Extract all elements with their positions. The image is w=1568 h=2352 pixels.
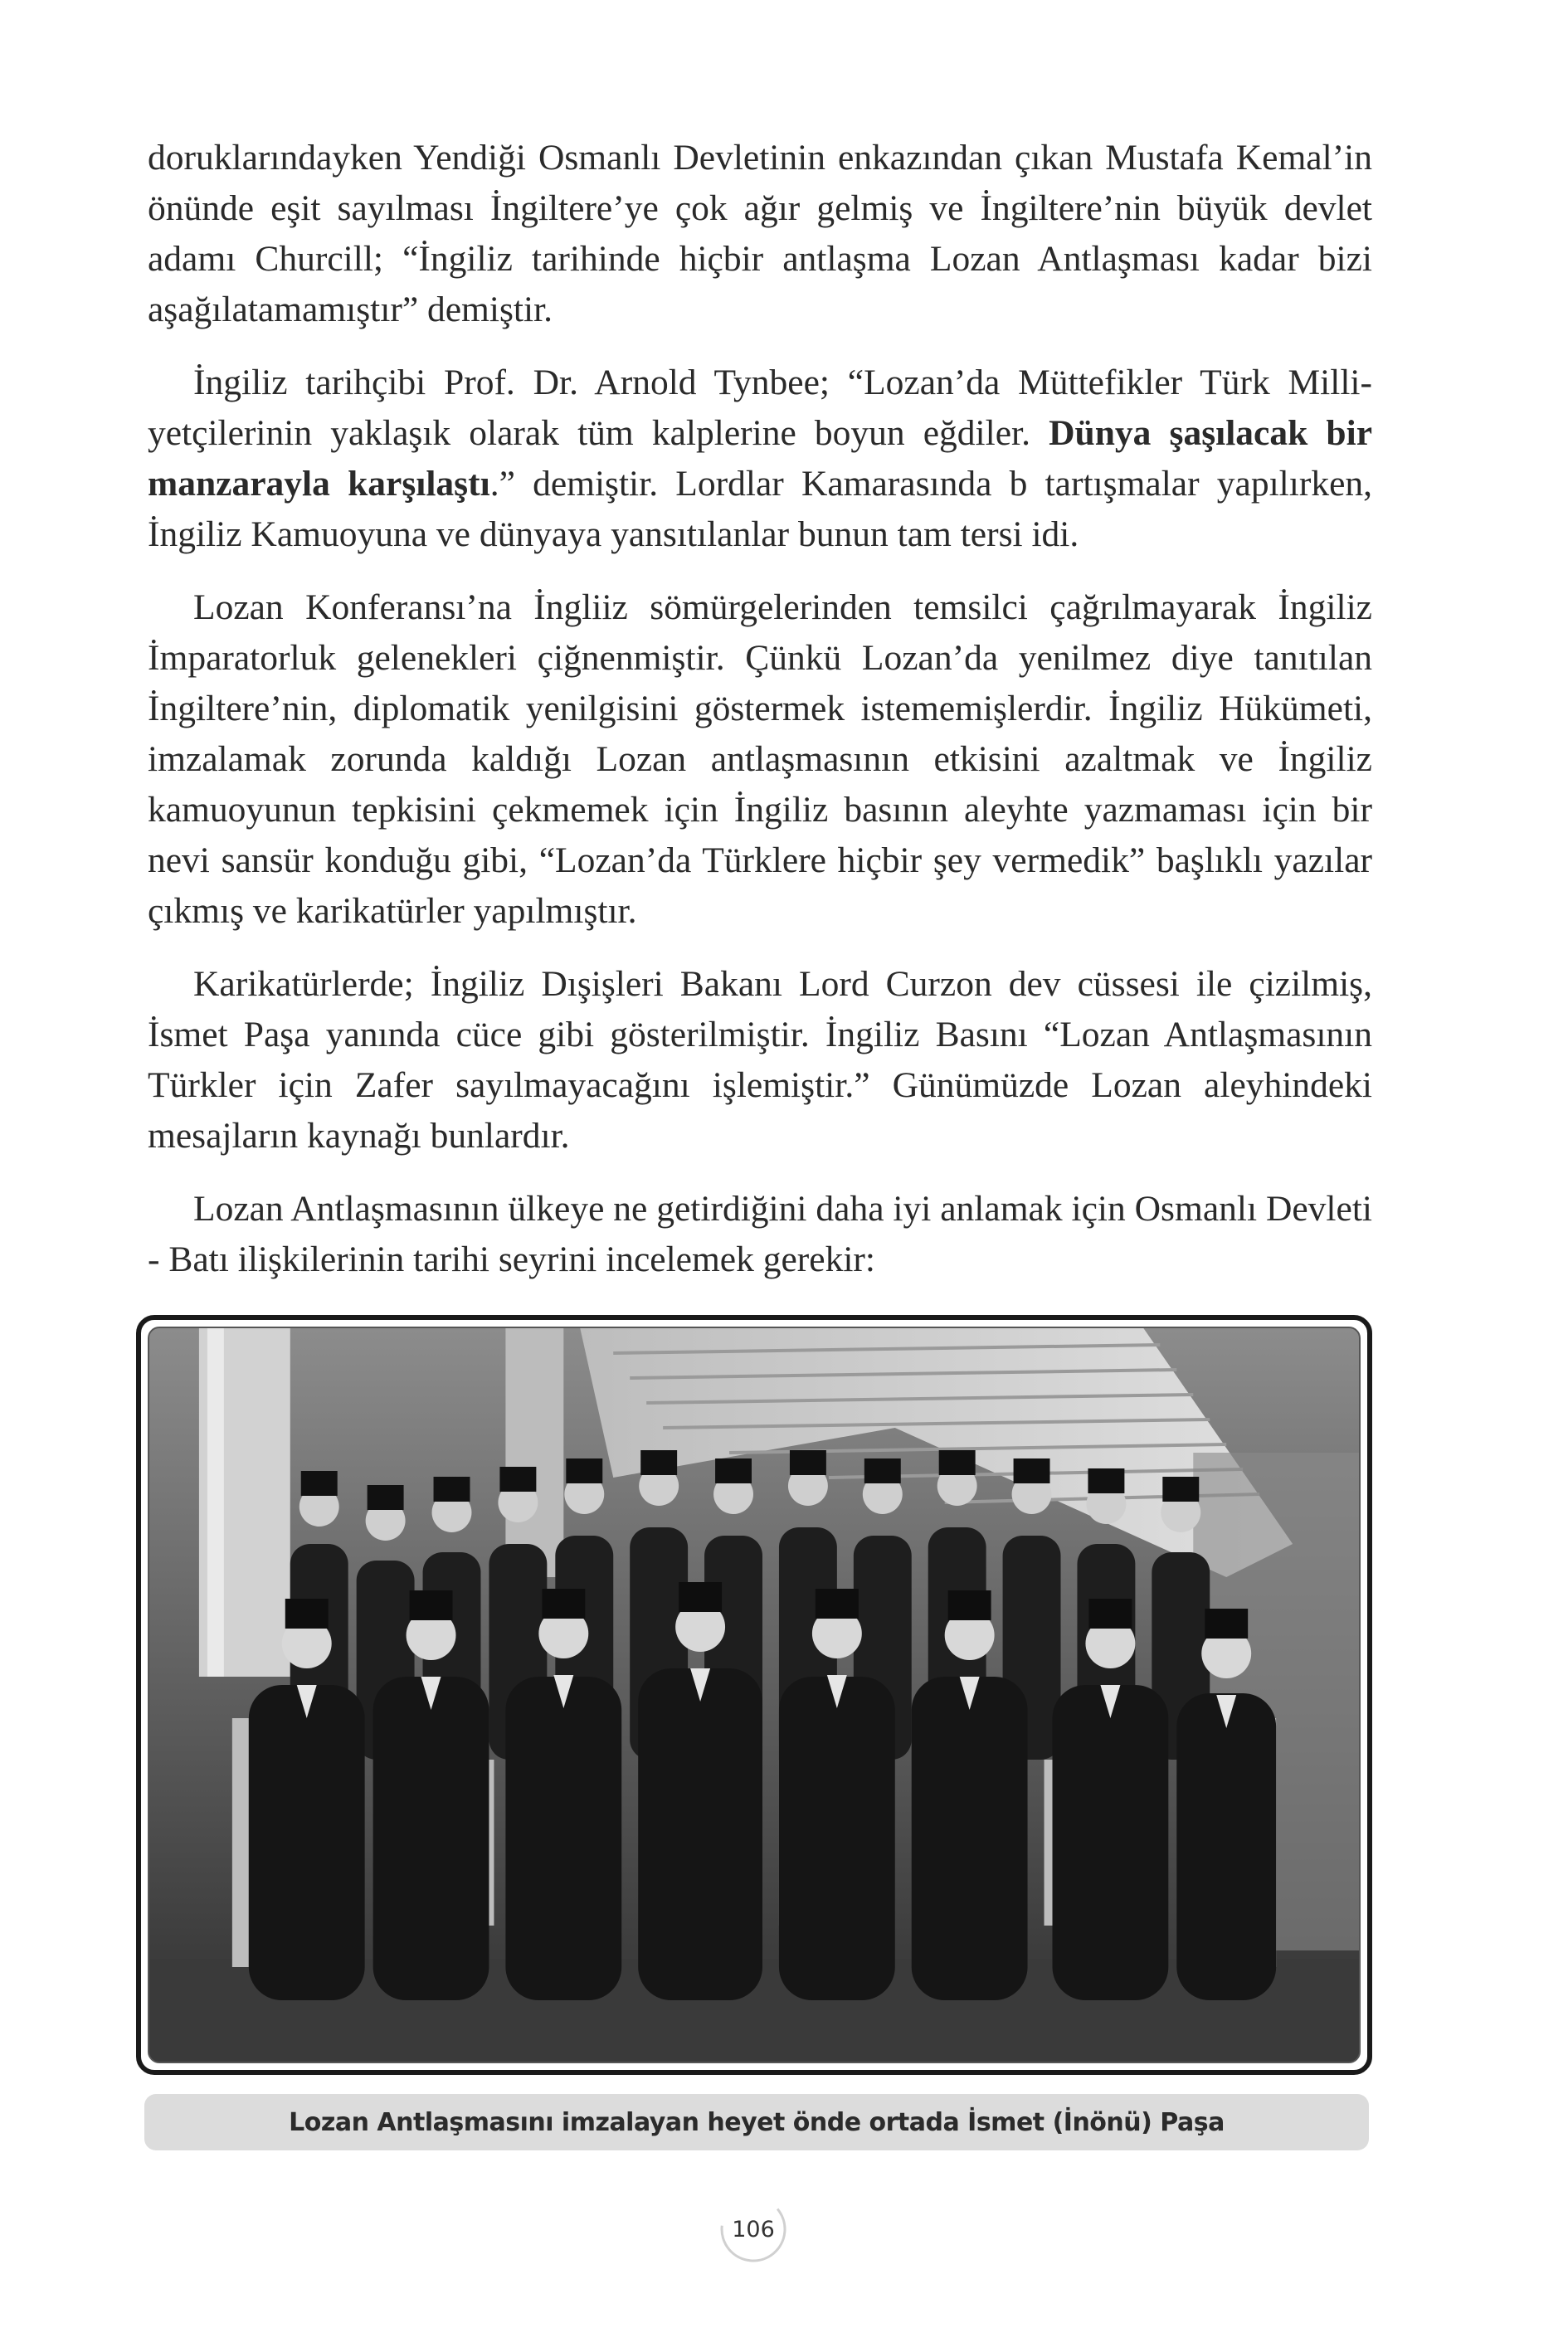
- paragraph-text: Karikatürlerde; İngiliz Dışişleri Bakanı Lord Curzon dev cüssesi ile çizilmiş, İsmet Paşa yanında cüce gibi gösterilmiştir. İngiliz Basını “Lozan Antlaşmasının Türkler için Zafer sayılmayacağını işlemiştir.” Günümüzde Lozan aleyhindeki mesajların kaynağı bunlardır.: [148, 964, 1372, 1156]
- group-photo-illustration: [149, 1328, 1359, 2062]
- paragraph-text: doruklarındayken Yendiği Osmanlı Devletinin enkazından çıkan Mustafa Kemal’in önünde eşit sayılması İngiltere’ye çok ağır gelmiş ve İngiltere’nin büyük devlet adamı Churcill; “İngiliz tarihinde hiçbir antlaşma Lozan Antlaşması kadar bizi aşağılatamamıştır” demiştir.: [148, 138, 1372, 329]
- body-text: [148, 133, 1372, 1307]
- emphasis-text: Dünya şaşılacak bir manzarayla karşılaştı: [148, 413, 1372, 504]
- delegation-photo: [148, 1327, 1361, 2063]
- paragraph-text: Lozan Antlaşmasının ülkeye ne getirdiğini daha iyi anlamak için Osmanlı Devleti - Batı ilişkilerinin tarihi seyrini incelemek gerekir:: [148, 1189, 1372, 1279]
- paragraph: [148, 133, 1372, 335]
- figure-caption: Lozan Antlaşmasını imzalayan heyet önde ortada İsmet (İnönü) Paşa: [144, 2094, 1369, 2150]
- page-number: 106: [732, 2216, 775, 2242]
- paragraph-text: Lozan Konferansı’na İngliiz sömürgelerinden temsilci çağrılmayarak İngiliz İmparatorluk gelenekleri çiğnenmiştir. Çünkü Lozan’da yenilmez diye tanıtılan İngiltere’nin, diplomatik yenilgisini göstermek istememişlerdir. İngiliz Hükümeti, imzalamak zorunda kaldığı Lozan antlaşmasının etkisini azaltmak ve İngiliz kamuoyunun tepkisini çekmemek için İngiliz basının aleyhte yazmaması için bir nevi sansür konduğu gibi, “Lozan’da Türklere hiçbir şey vermedik” başlıklı yazılar çıkmış ve karikatürler yapılmıştır.: [148, 587, 1372, 931]
- photo-frame: [136, 1315, 1372, 2075]
- paragraph: [148, 959, 1372, 1161]
- paragraph: [148, 358, 1372, 560]
- paragraph: [148, 582, 1372, 937]
- paragraph: [148, 1184, 1372, 1285]
- paragraph-text: İngiliz tarihçibi Prof. Dr. Arnold Tynbee; “Lozan’da Müttefikler Türk Milliyetçilerinin yaklaşık olarak tüm kalplerine boyun eğdiler.: [148, 363, 1372, 453]
- page-number-badge: [718, 2194, 789, 2265]
- paragraph-text: .” demiştir. Lordlar Kamarasında b tartışmalar yapılırken, İngiliz Kamuoyuna ve dünyaya yansıtılanlar bunun tam tersi idi.: [148, 464, 1373, 554]
